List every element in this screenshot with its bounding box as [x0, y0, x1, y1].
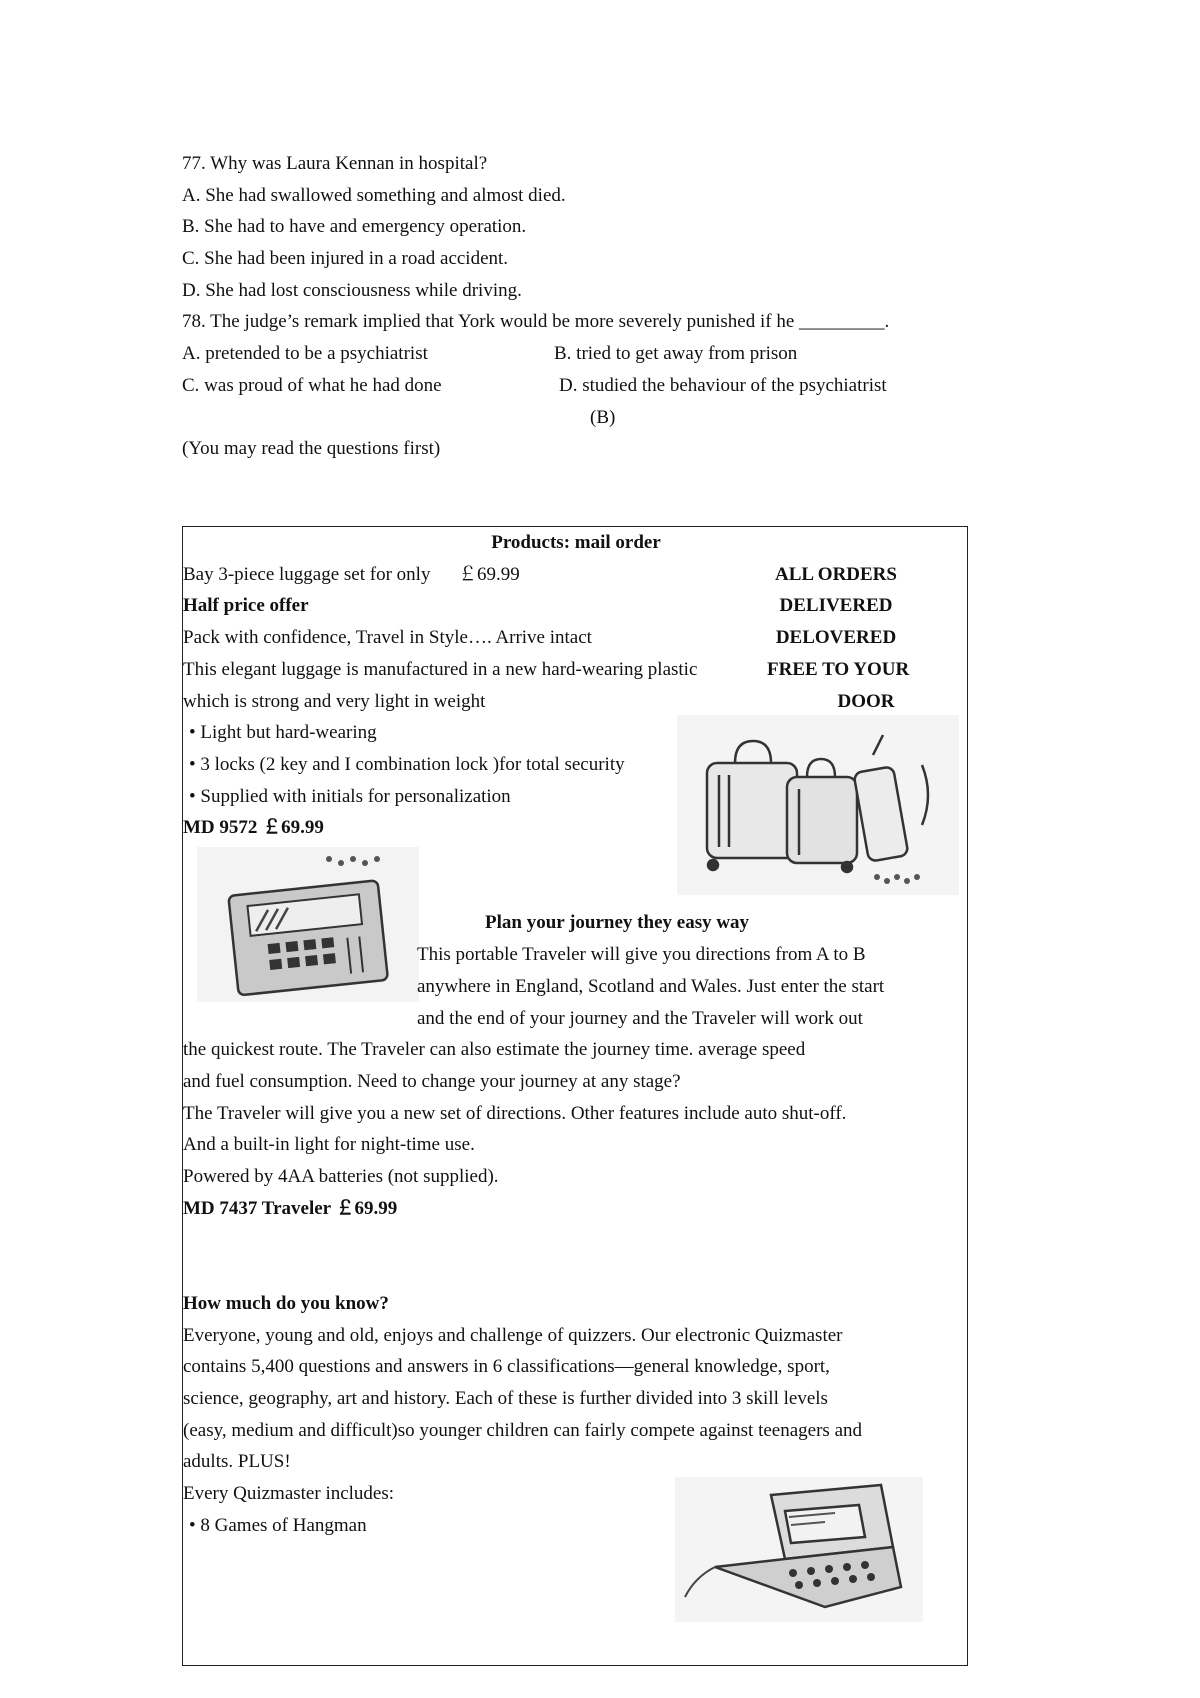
luggage-bullet: • 3 locks (2 key and I combination lock )for total security	[189, 753, 625, 775]
traveler-text-line: the quickest route. The Traveler can also estimate the journey time. average speed	[183, 1039, 806, 1061]
option-77-b: B. She had to have and emergency operation.	[182, 216, 527, 238]
traveler-text-line: The Traveler will give you a new set of directions. Other features include auto shut-off.	[183, 1102, 847, 1124]
option-77-a: A. She had swallowed something and almost died.	[182, 184, 566, 206]
quiz-text-line: science, geography, art and history. Each of these is further divided into 3 skill levels	[183, 1387, 828, 1409]
traveler-illustration	[197, 847, 419, 1002]
traveler-text-line: And a built-in light for night-time use.	[183, 1134, 475, 1156]
traveler-text-line: This portable Traveler will give you directions from A to B	[417, 944, 866, 966]
quiz-bullet: • 8 Games of Hangman	[189, 1514, 367, 1536]
answer-mark: (B)	[590, 406, 616, 428]
option-78-b: B. tried to get away from prison	[554, 343, 798, 365]
luggage-code-price: MD 9572 ￡69.99	[183, 817, 324, 839]
luggage-intro-text: Bay 3-piece luggage set for only	[183, 563, 431, 585]
option-78-a: A. pretended to be a psychiatrist	[182, 343, 428, 365]
half-price-offer: Half price offer	[183, 595, 309, 617]
traveler-text-line: and the end of your journey and the Traveler will work out	[417, 1007, 863, 1029]
luggage-description-1: This elegant luggage is manufactured in a new hard-wearing plastic	[183, 658, 698, 680]
suitcases-icon	[677, 715, 959, 895]
delivery-line: DOOR	[837, 690, 895, 712]
delivery-line: DELOVERED	[775, 627, 897, 649]
option-78-d: D. studied the behaviour of the psychiatrist	[559, 374, 887, 396]
question-78: 78. The judge’s remark implied that York would be more severely punished if he _________.	[182, 311, 890, 333]
luggage-bullet: • Supplied with initials for personalization	[189, 785, 511, 807]
question-77: 77. Why was Laura Kennan in hospital?	[182, 153, 488, 174]
quiz-text-line: (easy, medium and difficult)so younger children can fairly compete against teenagers and	[183, 1419, 862, 1441]
delivery-line: ALL ORDERS	[775, 563, 897, 585]
quiz-text-line: Every Quizmaster includes:	[183, 1483, 395, 1504]
luggage-inline-price: ￡69.99	[457, 563, 520, 585]
option-77-c: C. She had been injured in a road accident.	[182, 248, 509, 270]
traveler-text-line: and fuel consumption. Need to change your journey at any stage?	[183, 1070, 681, 1092]
luggage-bullet: • Light but hard-wearing	[189, 722, 377, 744]
luggage-description-2: which is strong and very light in weight	[183, 690, 486, 712]
quiz-heading: How much do you know?	[183, 1292, 389, 1314]
traveler-text-line: anywhere in England, Scotland and Wales. Just enter the start	[417, 975, 885, 997]
option-77-d: D. She had lost consciousness while driving.	[182, 279, 522, 301]
laptop-icon	[675, 1477, 923, 1622]
option-78-c: C. was proud of what he had done	[182, 374, 442, 396]
delivery-line: FREE TO YOUR	[767, 658, 910, 680]
traveler-text-line: Powered by 4AA batteries (not supplied).	[183, 1166, 499, 1187]
luggage-slogan: Pack with confidence, Travel in Style…. Arrive intact	[183, 627, 592, 649]
traveler-code-price: MD 7437 Traveler ￡69.99	[183, 1197, 398, 1219]
options-78-ab	[182, 338, 1002, 370]
quiz-text-line: Everyone, young and old, enjoys and challenge of quizzers. Our electronic Quizmaster	[183, 1324, 843, 1346]
mail-order-catalog	[182, 526, 968, 1666]
quizmaster-illustration	[675, 1477, 923, 1622]
questions-block	[182, 148, 1002, 465]
reading-note: (You may read the questions first)	[182, 438, 441, 460]
options-78-cd	[182, 370, 1002, 402]
navigation-device-icon	[197, 847, 419, 1002]
luggage-illustration	[677, 715, 959, 895]
luggage-intro	[183, 559, 520, 591]
quiz-text-line: contains 5,400 questions and answers in 6 classifications—general knowledge, sport,	[183, 1356, 830, 1378]
delivery-line: DELIVERED	[779, 595, 893, 617]
catalog-title: Products: mail order	[491, 532, 661, 553]
traveler-heading: Plan your journey they easy way	[485, 912, 750, 934]
quiz-text-line: adults. PLUS!	[183, 1451, 291, 1473]
